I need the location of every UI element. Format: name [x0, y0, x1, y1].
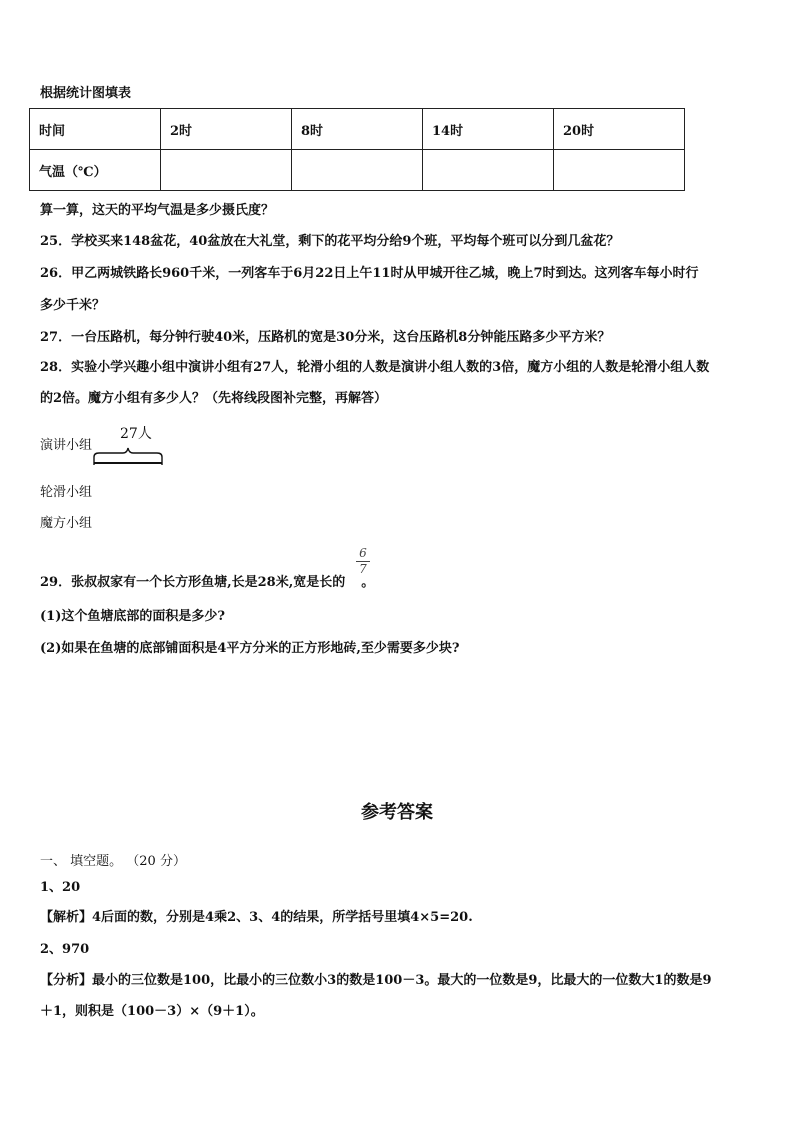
table-cell-empty[interactable]	[554, 150, 685, 191]
diagram-label-skating: 轮滑小组	[40, 485, 93, 500]
diagram-label-speech: 演讲小组	[40, 438, 93, 453]
diagram-label-cube: 魔方小组	[40, 516, 93, 531]
table-header-row	[30, 109, 685, 150]
answer-2-tag: 【分析】	[40, 973, 93, 988]
answer-2-explanation-line1	[40, 969, 712, 988]
answer-1: 1、20	[40, 880, 81, 895]
question-24-tail: 算一算，这天的平均气温是多少摄氏度？	[40, 203, 275, 218]
question-29-sub2: (2)如果在鱼塘的底部铺面积是4平方分米的正方形地砖,至少需要多少块?	[40, 641, 460, 656]
table-header-cell: 14时	[423, 109, 554, 150]
temperature-table	[29, 108, 685, 191]
table-header-cell: 20时	[554, 109, 685, 150]
question-26-line1: 26．甲乙两城铁路长960千米，一列客车于6月22日上午11时从甲城开往乙城，晚上7时到达。这列客车每小时行	[40, 266, 699, 281]
fraction-denominator: 7	[359, 562, 367, 576]
question-25: 25．学校买来148盆花，40盆放在大礼堂，剩下的花平均分给9个班，平均每个班可以分到几盆花？	[40, 234, 620, 249]
table-row-label: 气温（℃）	[30, 150, 161, 191]
question-29-text: 29．张叔叔家有一个长方形鱼塘,长是28米,宽是长的	[40, 575, 346, 590]
table-cell-empty[interactable]	[161, 150, 292, 191]
fraction-numerator: 6	[359, 546, 367, 560]
answer-1-tag: 【解析】	[40, 910, 93, 925]
answer-2: 2、970	[40, 942, 90, 957]
brace-icon	[93, 447, 165, 467]
table-cell-empty[interactable]	[292, 150, 423, 191]
answer-1-explanation	[40, 906, 473, 925]
table-cell-empty[interactable]	[423, 150, 554, 191]
table-row	[30, 150, 685, 191]
answer-2-explanation-line2: ＋1，则积是（100－3）×（9＋1）。	[40, 1004, 264, 1019]
answer-1-text: 4后面的数，分别是4乘2、3、4的结果，所学括号里填4×5=20.	[92, 910, 473, 925]
question-29	[40, 571, 374, 590]
table-header-cell: 时间	[30, 109, 161, 150]
question-28-line2: 的2倍。魔方小组有多少人？（先将线段图补完整，再解答）	[40, 391, 388, 406]
question-26-line2: 多少千米？	[40, 298, 106, 313]
question-29-sub1: (1)这个鱼塘底部的面积是多少?	[40, 609, 225, 624]
question-27: 27．一台压路机，每分钟行驶40米，压路机的宽是30分米，这台压路机8分钟能压路多少平方米？	[40, 330, 611, 345]
table-header-cell: 2时	[161, 109, 292, 150]
answer-2-text-line1: 最小的三位数是100，比最小的三位数小3的数是100－3。最大的一位数是9，比最大的一位数大1的数是9	[92, 973, 712, 988]
table-header-cell: 8时	[292, 109, 423, 150]
answers-section-1: 一、 填空题。 （20 分）	[40, 854, 186, 869]
diagram-brace-label: 27人	[120, 426, 152, 442]
question-29-end: 。	[361, 575, 375, 590]
question-28-line1: 28．实验小学兴趣小组中演讲小组有27人，轮滑小组的人数是演讲小组人数的3倍，魔方小组的人数是轮滑小组人数	[40, 360, 710, 375]
table-caption: 根据统计图填表	[40, 86, 132, 101]
fraction	[356, 547, 370, 576]
answers-title: 参考答案	[361, 802, 433, 823]
